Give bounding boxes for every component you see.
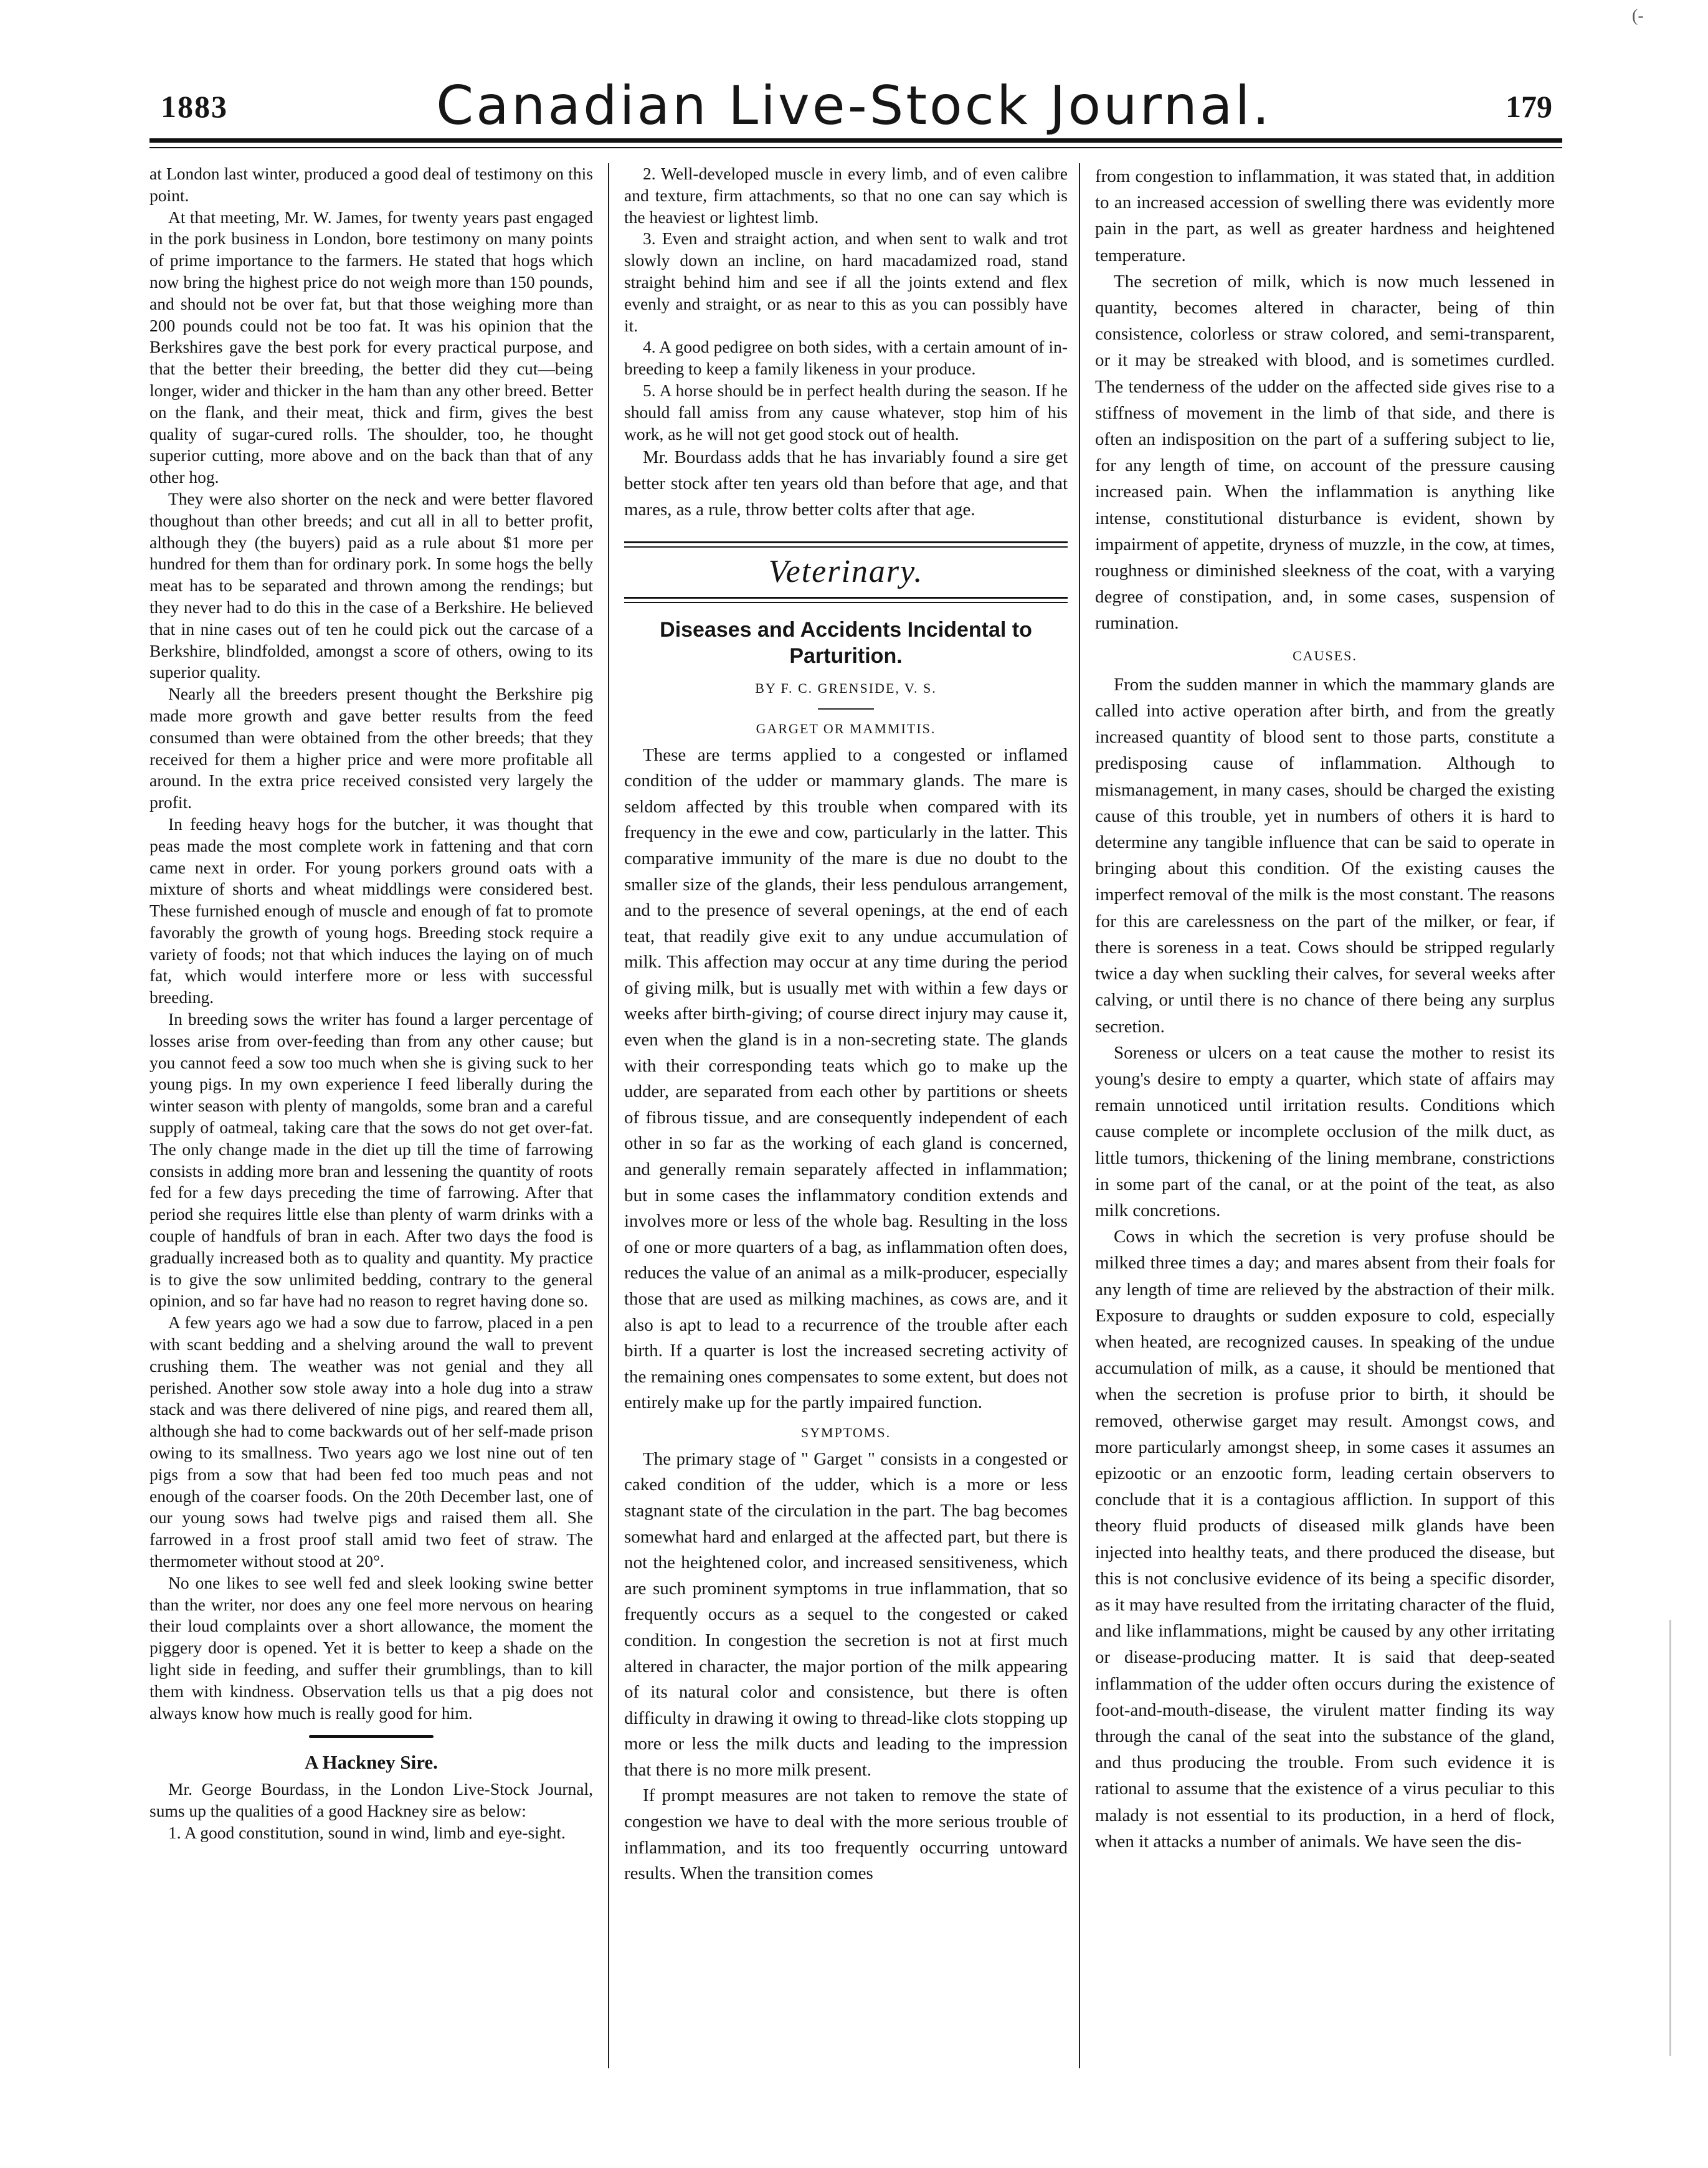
paragraph: The secretion of milk, which is now much lessened in quantity, becomes altered in character, being of thin consistence, colorless or straw colored, and semi-transparent, or it may be streaked with blood, and is sometimes curdled. The tenderness of the udder on the affected side gives rise to a stiffness of movement in the limb of that side, and there is often an indisposition on the part of a suffering subject to lie, for any length of time, on account of the pressure causing increased pain. When the inflammation is anything like intense, constitutional disturbance is evident, shown by impairment of appetite, dryness of muzzle, in the cow, at times, roughness or diminished sleekness of the coat, with a varying degree of constipation, and, in some cases, suspension of rumination. — [1095, 271, 1555, 634]
header-rule-thin — [149, 147, 1562, 148]
section-rule-top — [624, 541, 1068, 548]
column-1 — [149, 163, 593, 2068]
paragraph: If prompt measures are not taken to remove the state of congestion we have to deal with the more serious trouble of inflammation, and its too frequently occurring untoward results. When the transition comes — [624, 1785, 1068, 1884]
paragraph: From the sudden manner in which the mammary glands are called into active operation after birth, and from the greatly increased quantity of blood sent to those parts, constitute a predisposing cause of inflammation. Although to mismanagement, in many cases, should be charged the existing cause of this trouble, yet in numbers of others it is hard to determine any tangible influence that can be said to operate in bringing about this condition. Of the existing causes the imperfect removal of the milk is the most constant. The reasons for this are carelessness on the part of the milker, or fear, if there is soreness in a teat. Cows should be stripped regularly twice a day when suckling their calves, for several weeks after calving, or until there is no chance of there being any surplus secretion. — [1095, 674, 1555, 1037]
paragraph: Mr. George Bourdass, in the London Live-Stock Journal, sums up the qualities of a good Hackney sire as below: — [149, 1779, 593, 1820]
paragraph: Cows in which the secretion is very profuse should be milked three times a day; and mares absent from their foals for any length of time are relieved by the abstraction of their milk. Exposure to draughts or sudden exposure to cold, especially when heated, are recognized causes. In speaking of the undue accumulation of milk, as a cause, it should be mentioned that when the secretion is profuse prior to birth, it should be removed, otherwise garget may result. Amongst cows, and more particularly amongst sheep, in some cases it assumes an epizootic or an enzootic form, leading certain observers to conclude that it is a contagious affliction. In support of this theory fluid products of diseased milk glands have been injected into healthy teats, and there produced the disease, but this is not conclusive evidence of its being a specific disorder, as it may have resulted from the irritating character of the fluid, and like inflammations, might be caused by any other irritating or disease-producing matter. It is said that deep-seated inflammation of the udder often occurs during the existence of foot-and-mouth-disease, the virulent matter finding its way through the canal of the seat into the substance of the gland, and thus producing the trouble. From such evidence it is rational to assume that the existence of a virus peculiar to this malady is not essential to its production, in a herd of flock, when it attacks a number of animals. We have seen the dis- — [1095, 1227, 1555, 1852]
scan-edge-mark — [1669, 1620, 1671, 2056]
paragraph: No one likes to see well fed and sleek looking swine better than the writer, nor does any one feel more nervous on hearing their loud complaints over a short allowance, the moment the piggery door is opened. Yet it is better to keep a shade on the light side in feeding, and suffer their grumblings, than to kill them with kindness. Observation tells us that a pig does not always know how much is really good for him. — [149, 1572, 593, 1723]
byline-rule — [818, 708, 874, 710]
paragraph: In breeding sows the writer has found a larger percentage of losses arise from over-feeding than from any other cause; but you cannot feed a sow too much when she is giving suck to her young pigs. In my own experience I feed liberally during the winter season with plenty of mangolds, some bran and a careful supply of oatmeal, taking care that the sows do not get over-fat. The only change made in the diet up till the time of farrowing consists in adding more bran and lessening the quantity of roots fed for a few days preceding the time of farrowing. After that period she requires little else than plenty of warm drinks with a couple of handfuls of bran in each. After two days the food is gradually increased both as to quality and quantity. My practice is to give the sow unlimited bedding, contrary to the general opinion, and so far have had no reason to regret having done so. — [149, 1009, 593, 1311]
header-rule-thick — [149, 138, 1562, 143]
paragraph: Nearly all the breeders present thought the Berkshire pig made more growth and gave better results from the feed consumed than were obtained from the other breeds; that they received for them a higher price and were more profitable all around. In the extra price received consisted very largely the profit. — [149, 684, 593, 812]
subheading: GARGET OR MAMMITIS. — [756, 720, 936, 736]
masthead-area — [0, 0, 1708, 143]
column-divider-2 — [1079, 163, 1080, 2068]
paragraph: Mr. Bourdass adds that he has invariably found a sire get better stock after ten years old than before that age, and that mares, as a rule, throw better colts after that age. — [624, 447, 1068, 520]
paragraph: A few years ago we had a sow due to farrow, placed in a pen with scant bedding and a shelving around the wall to prevent crushing them. The weather was not genial and they all perished. Another sow stole away into a hole dug into a straw stack and was there delivered of nine pigs, and reared them all, although she had to come backwards out of her self-made prison owing to its smallness. Two years ago we lost nine out of ten pigs from a sow that had been fed too much peas and not enough of the coarser foods. On the 20th December last, one of our young sows had twelve pigs and raised them all. She farrowed in a frost proof stall amid two feet of straw. The thermometer without stood at 20°. — [149, 1313, 593, 1571]
article-title: Diseases and Accidents Incidental to Parturition. — [660, 617, 1032, 668]
column-3 — [1095, 163, 1555, 2068]
hackney-heading: A Hackney Sire. — [305, 1751, 438, 1774]
paragraph: from congestion to inflammation, it was stated that, in addition to an increased accession of swelling there was evidently more pain in the part, as well as greater hardness and heightened temperature. — [1095, 166, 1555, 265]
paragraph: 5. A horse should be in perfect health during the season. If he should fall amiss from any cause whatever, stop him of his work, as he will not get good stock out of health. — [624, 380, 1068, 444]
paragraph: at London last winter, produced a good deal of testimony on this point. — [149, 164, 593, 205]
issue-year: 1883 — [161, 89, 228, 124]
paragraph: 3. Even and straight action, and when sent to walk and trot slowly down an incline, on hard macadamized road, stand straight behind him and see if all the joints extend and flex evenly and straight, or as near to this as you can possibly have it. — [624, 229, 1068, 335]
section-heading-veterinary: Veterinary. — [768, 554, 924, 590]
page-number: 179 — [1506, 89, 1552, 124]
paragraph: The primary stage of " Garget " consists in a congested or caked condition of the udder, which is a more or less stagnant state of the circulation in the part. The bag becomes somewhat hard and enlarged at the affected part, but there is not the heightened color, and increased sensitiveness, which are such prominent symptoms in true inflammation, that so frequently occurs as a sequel to the congested or caked condition. In congestion the secretion is not at first much altered in character, the major portion of the milk appearing of its natural color and consistence, but there is often difficulty in drawing it owing to thread-like clots stopping up more or less the milk ducts and leading to the impression that there is no more milk present. — [624, 1448, 1068, 1780]
column-2 — [624, 163, 1068, 2068]
corner-mark: (- — [1632, 6, 1644, 26]
paragraph: In feeding heavy hogs for the butcher, it was thought that peas made the most complete work in fattening and that corn came next in order. For young porkers ground oats with a mixture of shorts and wheat middlings were considered best. These furnished enough of muscle and enough of fat to promote favorably the growth of young hogs. Breeding stock require a variety of foods; not that which induces the laying on of much fat, which would interfere more or less with successful breeding. — [149, 814, 593, 1007]
paragraph: 4. A good pedigree on both sides, with a certain amount of in-breeding to keep a family likeness in your produce. — [624, 337, 1068, 379]
section-divider — [309, 1735, 434, 1738]
paragraph: They were also shorter on the neck and were better flavored thoughout than other breeds; and cut all in all to better profit, although they (the buyers) paid as a rule about $1 more per hundred for them than for ordinary pork. In some hogs the belly meat has to be separated and thrown among the rendings; but they never had to do this in the case of a Berkshire. He believed that in nine cases out of ten he could pick out the carcase of a Berkshire, blindfolded, amongst a score of others, owing to its superior quality. — [149, 488, 593, 682]
paragraph: 1. A good constitution, sound in wind, limb and eye-sight. — [168, 1822, 566, 1842]
paragraph: Soreness or ulcers on a teat cause the mother to resist its young's desire to empty a quarter, which state of affairs may remain unnoticed until irritation results. Conditions which cause complete or incomplete occlusion of the milk duct, as little tumors, thickening of the lining membrane, constrictions in some part of the canal, or at the point of the teat, as also milk concretions. — [1095, 1042, 1555, 1220]
section-rule-bottom — [624, 597, 1068, 603]
paragraph: These are terms applied to a congested or inflamed condition of the udder or mammary glands. The mare is seldom affected by this trouble when compared with its frequency in the ewe and cow, particularly in the latter. This comparative immunity of the mare is due no doubt to the smaller size of the glands, their less pendulous arrangement, and to the presence of several openings, at the end of each teat, that readily give exit to any undue accumulation of milk. This affection may occur at any time during the period of giving milk, but is usually met with within a few days or weeks after birth-giving; of course direct injury may cause it, even when the gland is in a non-secreting state. The glands with their corresponding teats which go to make up the udder, are separated from each other by partitions or sheets of fibrous tissue, and are consequently independent of each other in so far as the working of each gland is concerned, and generally remain separately affected in inflammation; but in some cases the inflammatory condition extends and involves more or less of the whole bag. Resulting in the loss of one or more quarters of a bag, as inflammation often does, reduces the value of an animal as a milk-producer, especially those that are used as milking machines, as cows are, and it also is apt to lead to a recurrence of the trouble after each birth. If a quarter is lost the increased secreting activity of the remaining ones compensates to some extent, but does not entirely make up for the partly impaired function. — [624, 744, 1068, 1413]
column-divider-1 — [608, 163, 609, 2068]
subheading: SYMPTOMS. — [800, 1424, 891, 1440]
journal-title: Canadian Live-Stock Journal. — [436, 75, 1272, 137]
subheading: CAUSES. — [1293, 647, 1357, 663]
article-byline: BY F. C. GRENSIDE, V. S. — [755, 680, 937, 696]
paragraph: At that meeting, Mr. W. James, for twenty years past engaged in the pork business in London, bore testimony on many points of prime importance to the farmers. He stated that hogs which now bring the highest price do not weigh more than 150 pounds, and should not be over fat, but that those weighing more than 200 pounds could not be too fat. It was his opinion that the Berkshires gave the best pork for every practical purpose, and that the better their breeding, the better did they cut—being longer, wider and thicker in the ham than any other breed. Better on the flank, and their meat, thick and firm, gives the best quality of sugar-cured rolls. The shoulder, too, he thought superior cutting, more above and on the back than that of any other hog. — [149, 207, 593, 487]
paragraph: 2. Well-developed muscle in every limb, and of even calibre and texture, firm attachments, so that no one can say which is the heaviest or lightest limb. — [624, 164, 1068, 227]
